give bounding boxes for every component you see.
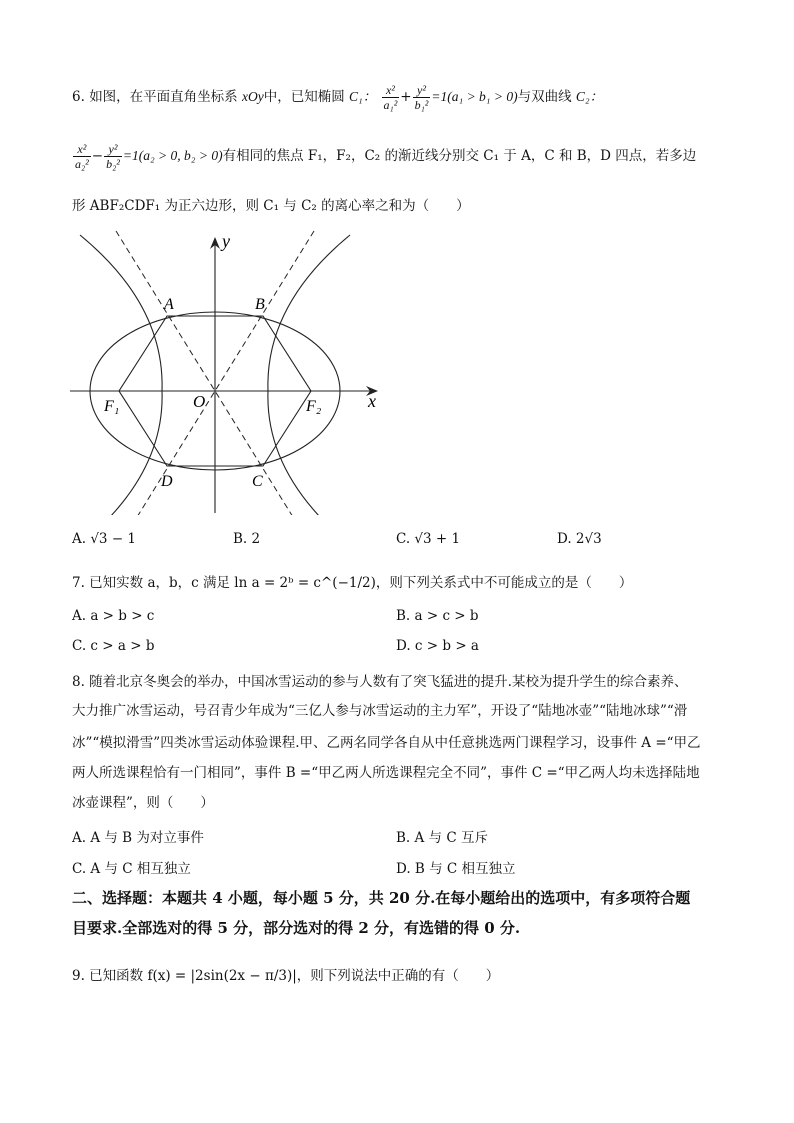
q9-stem: 9. 已知函数 f(x) = |2sin(2x − π/3)|，则下列说法中正确的有（ ） [72,968,500,984]
label-c: C [252,473,263,490]
q6-line3 [72,196,470,216]
question-number: 6. [72,89,85,105]
q6-c1: C₁： [349,89,377,104]
label-o: O [193,392,206,411]
hyp-condition: =1(a₂ > 0, b₂ > 0) [122,148,223,163]
q6-line2: $\frac{\text{x²}}{\text{a₂²}}$ − $\frac{\text{y²}}{\text{b₂²}}$ =1(a₂ > 0, b₂ > 0)有相同的焦点 F₁，F₂，C₂ 的渐近线分别交 C₁ 于 A，C 和 B，D 四点，若多边 [75,142,697,171]
q6-text-a: 如图，在平面直角坐标系 [89,89,238,105]
label-a: A [164,296,174,313]
q6-text-c: 与双曲线 [517,89,572,105]
q8-option-a[interactable]: A. A 与 B 为对立事件 [72,830,204,846]
hyp-frac-y: $\frac{\text{y²}}{\text{b₂²}}$ [106,142,120,171]
q6-text-line3: 形 ABF₂CDF₁ 为正六边形，则 C₁ 与 C₂ 的离心率之和为（ ） [72,198,470,214]
ellipse-frac-x: $\frac{\text{x²}}{\text{a₁²}}$ [383,83,398,112]
q8-line2: 大力推广冰雪运动，号召青少年成为“三亿人参与冰雪运动的主力军”，开设了“陆地冰壶”“陆地冰球”“滑 [72,703,688,719]
q7-option-c[interactable]: C. c > a > b [72,638,155,654]
label-x: x [368,391,376,411]
hyp-frac-x: $\frac{\text{x²}}{\text{a₂²}}$ [75,142,89,171]
q6-xoy: xOy [241,89,264,104]
q6-option-a[interactable]: A. √3 − 1 [72,531,137,547]
q6-line1: 6. 如图，在平面直角坐标系 xOy中，已知椭圆 C₁： $\frac{\text{x²}}{\text{a₁²}}$ + $\frac{\text{y²}}{\text{b₁²}}$ =1(a₁ > b₁ > 0)与双曲线 C₂： [72,83,604,112]
label-f2: F₂ [306,398,322,415]
q7-option-a[interactable]: A. a > b > c [72,608,155,624]
q6-c2: C₂： [575,89,604,104]
q8-line5: 冰壶课程”，则（ ） [72,795,214,811]
label-y: y [222,231,230,251]
q8-line4: 两人所选课程恰有一门相同”，事件 B =“甲乙两人所选课程完全不同”，事件 C =“甲乙两人均未选择陆地 [72,765,700,781]
label-d: D [161,473,173,490]
q8-option-c[interactable]: C. A 与 C 相互独立 [72,861,191,877]
q6-option-c[interactable]: C. √3 + 1 [396,531,461,547]
q7-option-b[interactable]: B. a > c > b [396,608,479,624]
q6-text-line2: 有相同的焦点 F₁，F₂，C₂ 的渐近线分别交 C₁ 于 A，C 和 B，D 四点，若多边 [222,148,697,164]
q7-stem: 7. 已知实数 a，b，c 满足 ln a = 2ᵇ = c^(−1/2)，则下列关系式中不可能成立的是（ ） [72,575,633,591]
label-b: B [255,296,265,313]
q7-option-d[interactable]: D. c > b > a [396,638,479,654]
q8-line3: 冰”“模拟滑雪”四类冰雪运动体验课程.甲、乙两名同学各自从中任意挑选两门课程学习，设事件 A =“甲乙 [72,735,701,751]
q8-option-d[interactable]: D. B 与 C 相互独立 [396,861,516,877]
ellipse-condition: =1(a₁ > b₁ > 0) [431,89,518,104]
label-f1: F₁ [104,398,120,415]
ellipse-frac-y: $\frac{\text{y²}}{\text{b₁²}}$ [414,83,429,112]
q6-option-d[interactable]: D. 2√3 [557,531,602,547]
q6-text-b: 中，已知椭圆 [263,89,345,105]
q8-line1: 8. 随着北京冬奥会的举办，中国冰雪运动的参与人数有了突飞猛进的提升.某校为提升学生的综合素养、 [72,674,688,690]
section2-line2: 目要求.全部选对的得 5 分，部分选对的得 2 分，有选错的得 0 分. [72,919,521,937]
q6-figure [60,225,390,515]
section2-line1: 二、选择题：本题共 4 小题，每小题 5 分，共 20 分.在每小题给出的选项中，有多项符合题 [72,889,691,907]
q8-option-b[interactable]: B. A 与 C 互斥 [396,830,488,846]
q6-option-b[interactable]: B. 2 [233,531,261,547]
